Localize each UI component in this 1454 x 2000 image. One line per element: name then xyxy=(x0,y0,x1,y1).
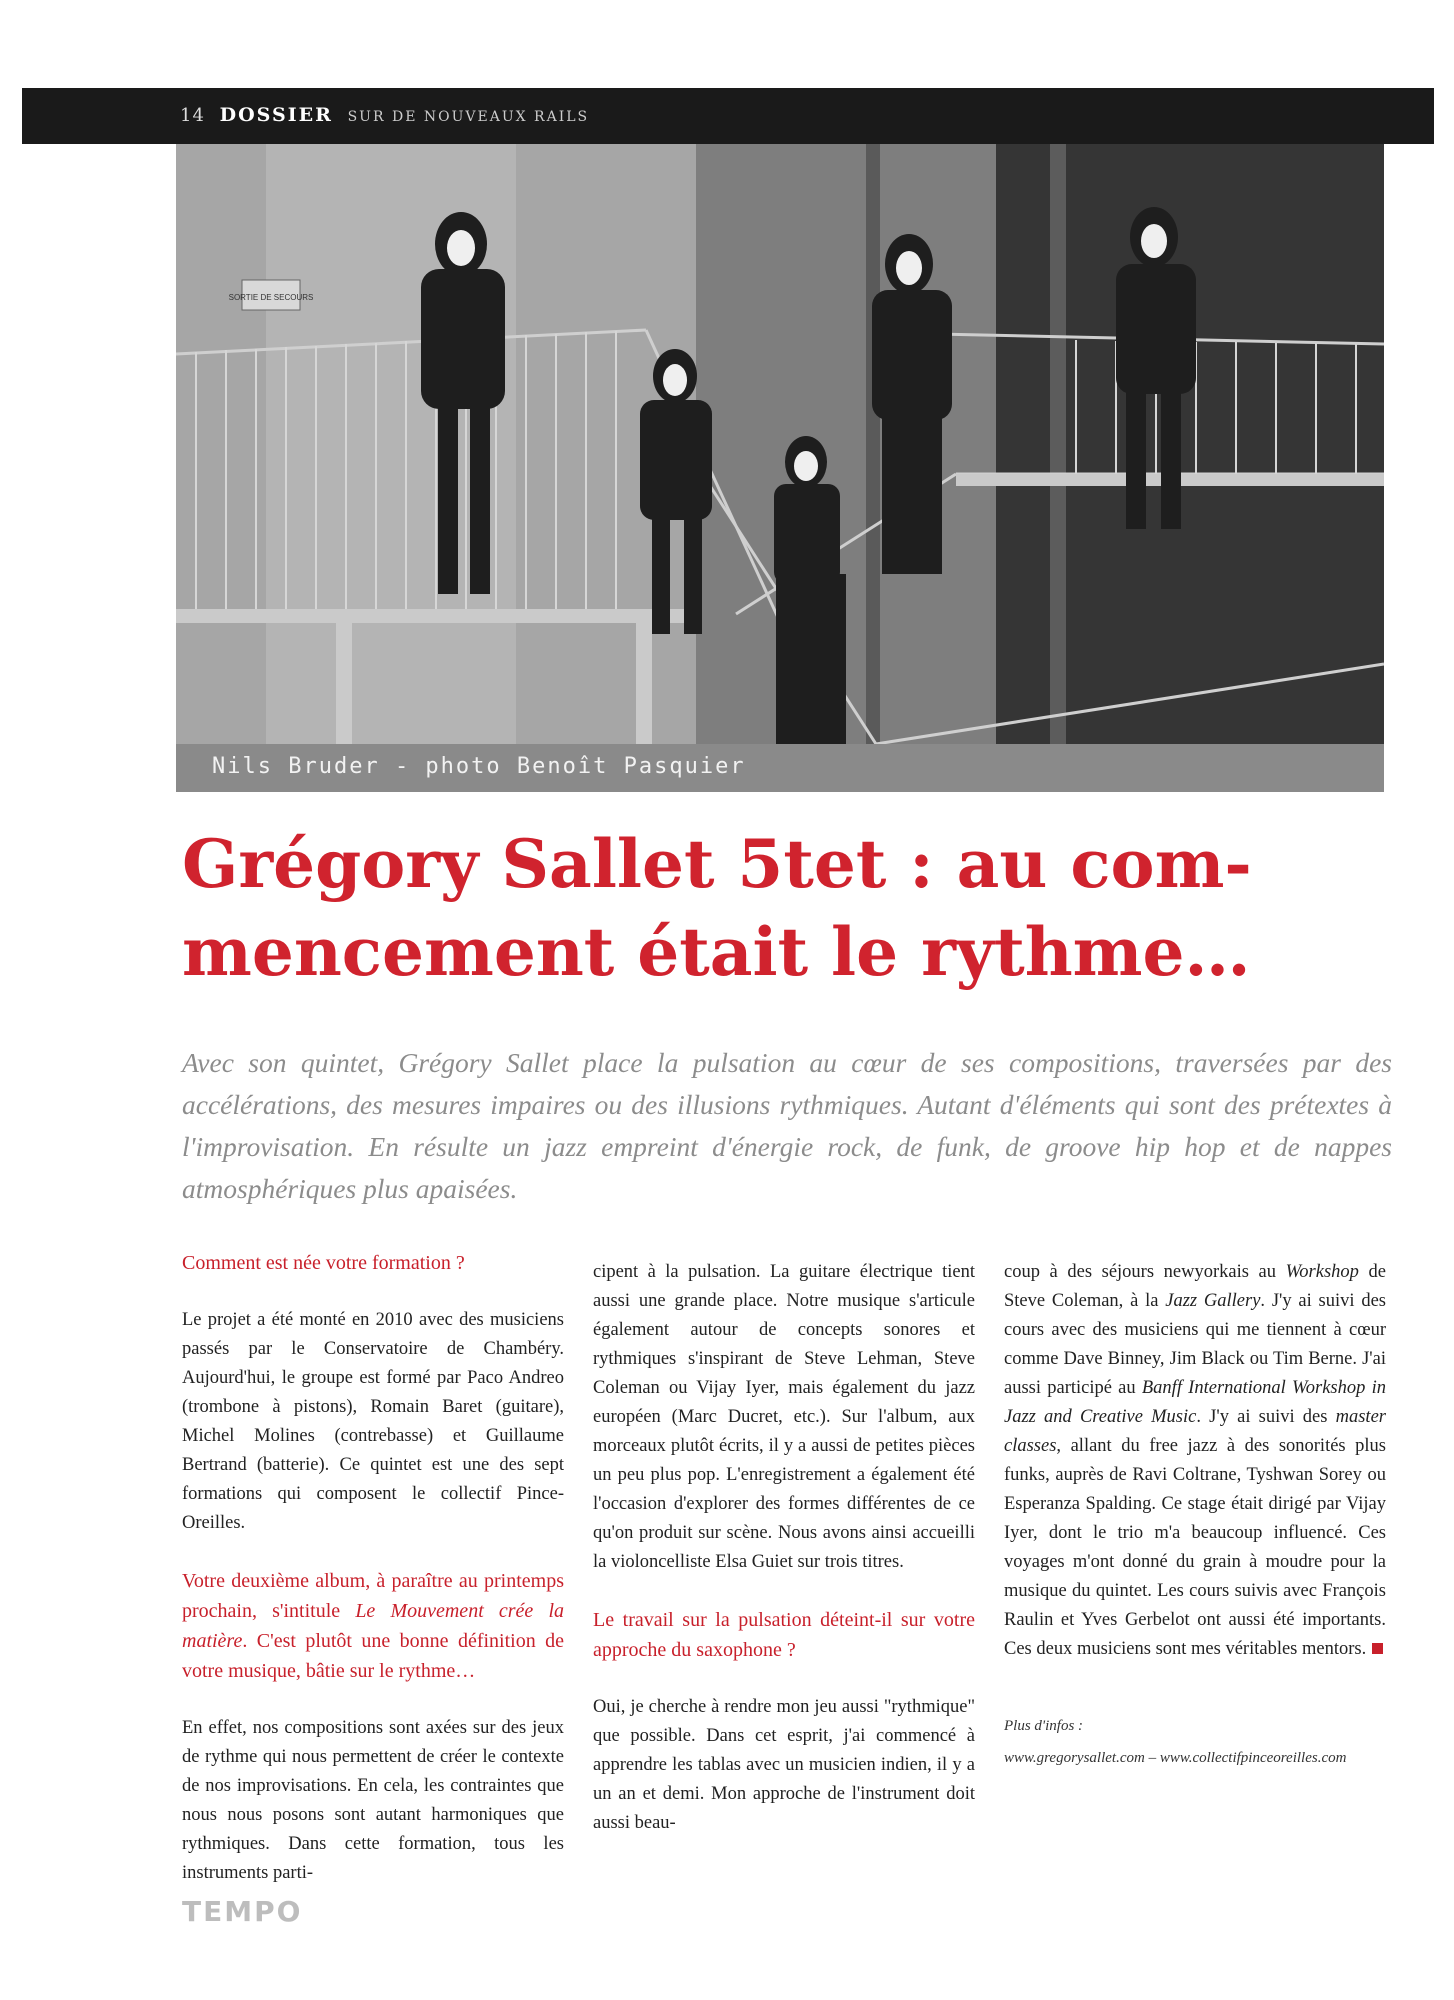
running-header xyxy=(22,88,1434,144)
photo-caption: Nils Bruder - photo Benoît Pasquier xyxy=(212,754,746,779)
question-3: Le travail sur la pulsation déteint-il sur votre approche du saxophone ? xyxy=(593,1609,975,1661)
photo-caption-strip xyxy=(176,744,1384,792)
more-info xyxy=(1004,1710,1404,1774)
end-of-article-mark xyxy=(1372,1643,1383,1654)
more-info-label: Plus d'infos : xyxy=(1004,1718,1084,1734)
article-lead: Avec son quintet, Grégory Sallet place la pulsation au cœur de ses compositions, traversées par des accélérations, des mesures impaires ou des illusions rythmiques. Autant d'éléments qui sont des prétextes à l'improvisation. En résulte un jazz empreint d'énergie rock, de funk, de groove hip hop et de nappes atmosphériques plus apaisées. xyxy=(182,1047,1392,1204)
answer-2: En effet, nos compositions sont axées sur des jeux de rythme qui nous permettent de créer le contexte de nos improvisations. En cela, les contraintes que nous nous posons sont autant harmoniques que rythmiques. Dans cette formation, tous les instruments parti- xyxy=(182,1718,564,1883)
answer-1: Le projet a été monté en 2010 avec des musiciens passés par le Conservatoire de Chambéry. Aujourd'hui, le groupe est formé par Paco Andreo (trombone à pistons), Romain Baret (guitare), Michel Molines (contrebasse) et Guillaume Bertrand (batterie). Ce quintet est une des sept formations qui composent le collectif Pince-Oreilles. xyxy=(182,1310,564,1533)
album-title: Le Mouvement crée la matière xyxy=(182,1600,564,1652)
answer-3-continued xyxy=(1004,1258,1386,1664)
answer-3: Oui, je cherche à rendre mon jeu aussi "rythmique" que possible. Dans cet esprit, j'ai commencé à apprendre les tablas avec un musicien indien, il y a un an et demi. Mon approche de l'instrument doit aussi beau- xyxy=(593,1697,975,1833)
subsection-title: SUR DE NOUVEAUX RAILS xyxy=(347,109,590,125)
question-2-part-b: . C'est plutôt une bonne définition de votre musique, bâtie sur le rythme… xyxy=(182,1630,564,1682)
text-run: , allant du free jazz à des sonorités plus funks, auprès de Ravi Coltrane, Tyshwan Sorey ou Esperanza Spalding. Ce stage était dirigé par Vijay Iyer, dont le trio m'a beaucoup influencé. Ces voyages m'ont donné du grain à moudre pour la musique du quintet. Les cours suivis avec François Raulin et Yves Gerbelot ont aussi été importants. Ces deux musiciens sont mes véritables mentors. xyxy=(1004,1436,1386,1659)
magazine-logo: TEMPO xyxy=(182,1895,303,1928)
column-3 xyxy=(1004,1258,1386,1692)
question-2-part-a: Votre deuxième album, à paraître au printemps prochain, s'intitule xyxy=(182,1570,564,1622)
text-run: coup à des séjours newyorkais au xyxy=(1004,1262,1286,1282)
question-2 xyxy=(182,1566,564,1686)
svg-text:SORTIE DE SECOURS: SORTIE DE SECOURS xyxy=(228,293,314,302)
master-classes-term: master classes xyxy=(1004,1407,1386,1456)
text-run: . J'y ai suivi des cours avec des musiciens qui me tiennent à cœur comme Dave Binney, Jim Black ou Tim Berne. J'ai aussi participé au xyxy=(1004,1291,1386,1398)
article-title: Grégory Sallet 5tet : au com- mencement était le rythme… xyxy=(182,825,1252,991)
section-title: DOSSIER xyxy=(219,104,333,126)
question-1: Comment est née votre formation ? xyxy=(182,1252,465,1274)
answer-2-continued: cipent à la pulsation. La guitare électrique tient aussi une grande place. Notre musique s'articule également autour de concepts sonores et rythmiques s'inspirant de Steve Lehman, Steve Coleman ou Vijay Iyer, mais également du jazz européen (Marc Ducret, etc.). Sur l'album, aux morceaux plutôt écrits, il y a aussi de petites pièces un peu plus pop. L'enregistrement a également été l'occasion d'explorer des formes différentes de ce qu'on produit sur scène. Nous avons ainsi accueilli la violoncelliste Elsa Guiet sur trois titres. xyxy=(593,1262,975,1572)
column-2 xyxy=(593,1258,975,1866)
jazz-gallery-title: Jazz Gallery xyxy=(1165,1291,1261,1311)
more-info-links[interactable]: www.gregorysallet.com – www.collectifpinceoreilles.com xyxy=(1004,1750,1347,1766)
banff-workshop-title: Banff International Workshop in Jazz and Creative Music xyxy=(1004,1378,1386,1427)
band-photo xyxy=(176,144,1384,744)
column-1 xyxy=(182,1248,564,1916)
text-run: . J'y ai suivi des xyxy=(1196,1407,1336,1427)
header-text xyxy=(180,104,589,126)
workshop-title: Workshop xyxy=(1285,1262,1359,1282)
page-number: 14 xyxy=(180,105,205,126)
text-run: de Steve Coleman, à la xyxy=(1004,1262,1386,1311)
